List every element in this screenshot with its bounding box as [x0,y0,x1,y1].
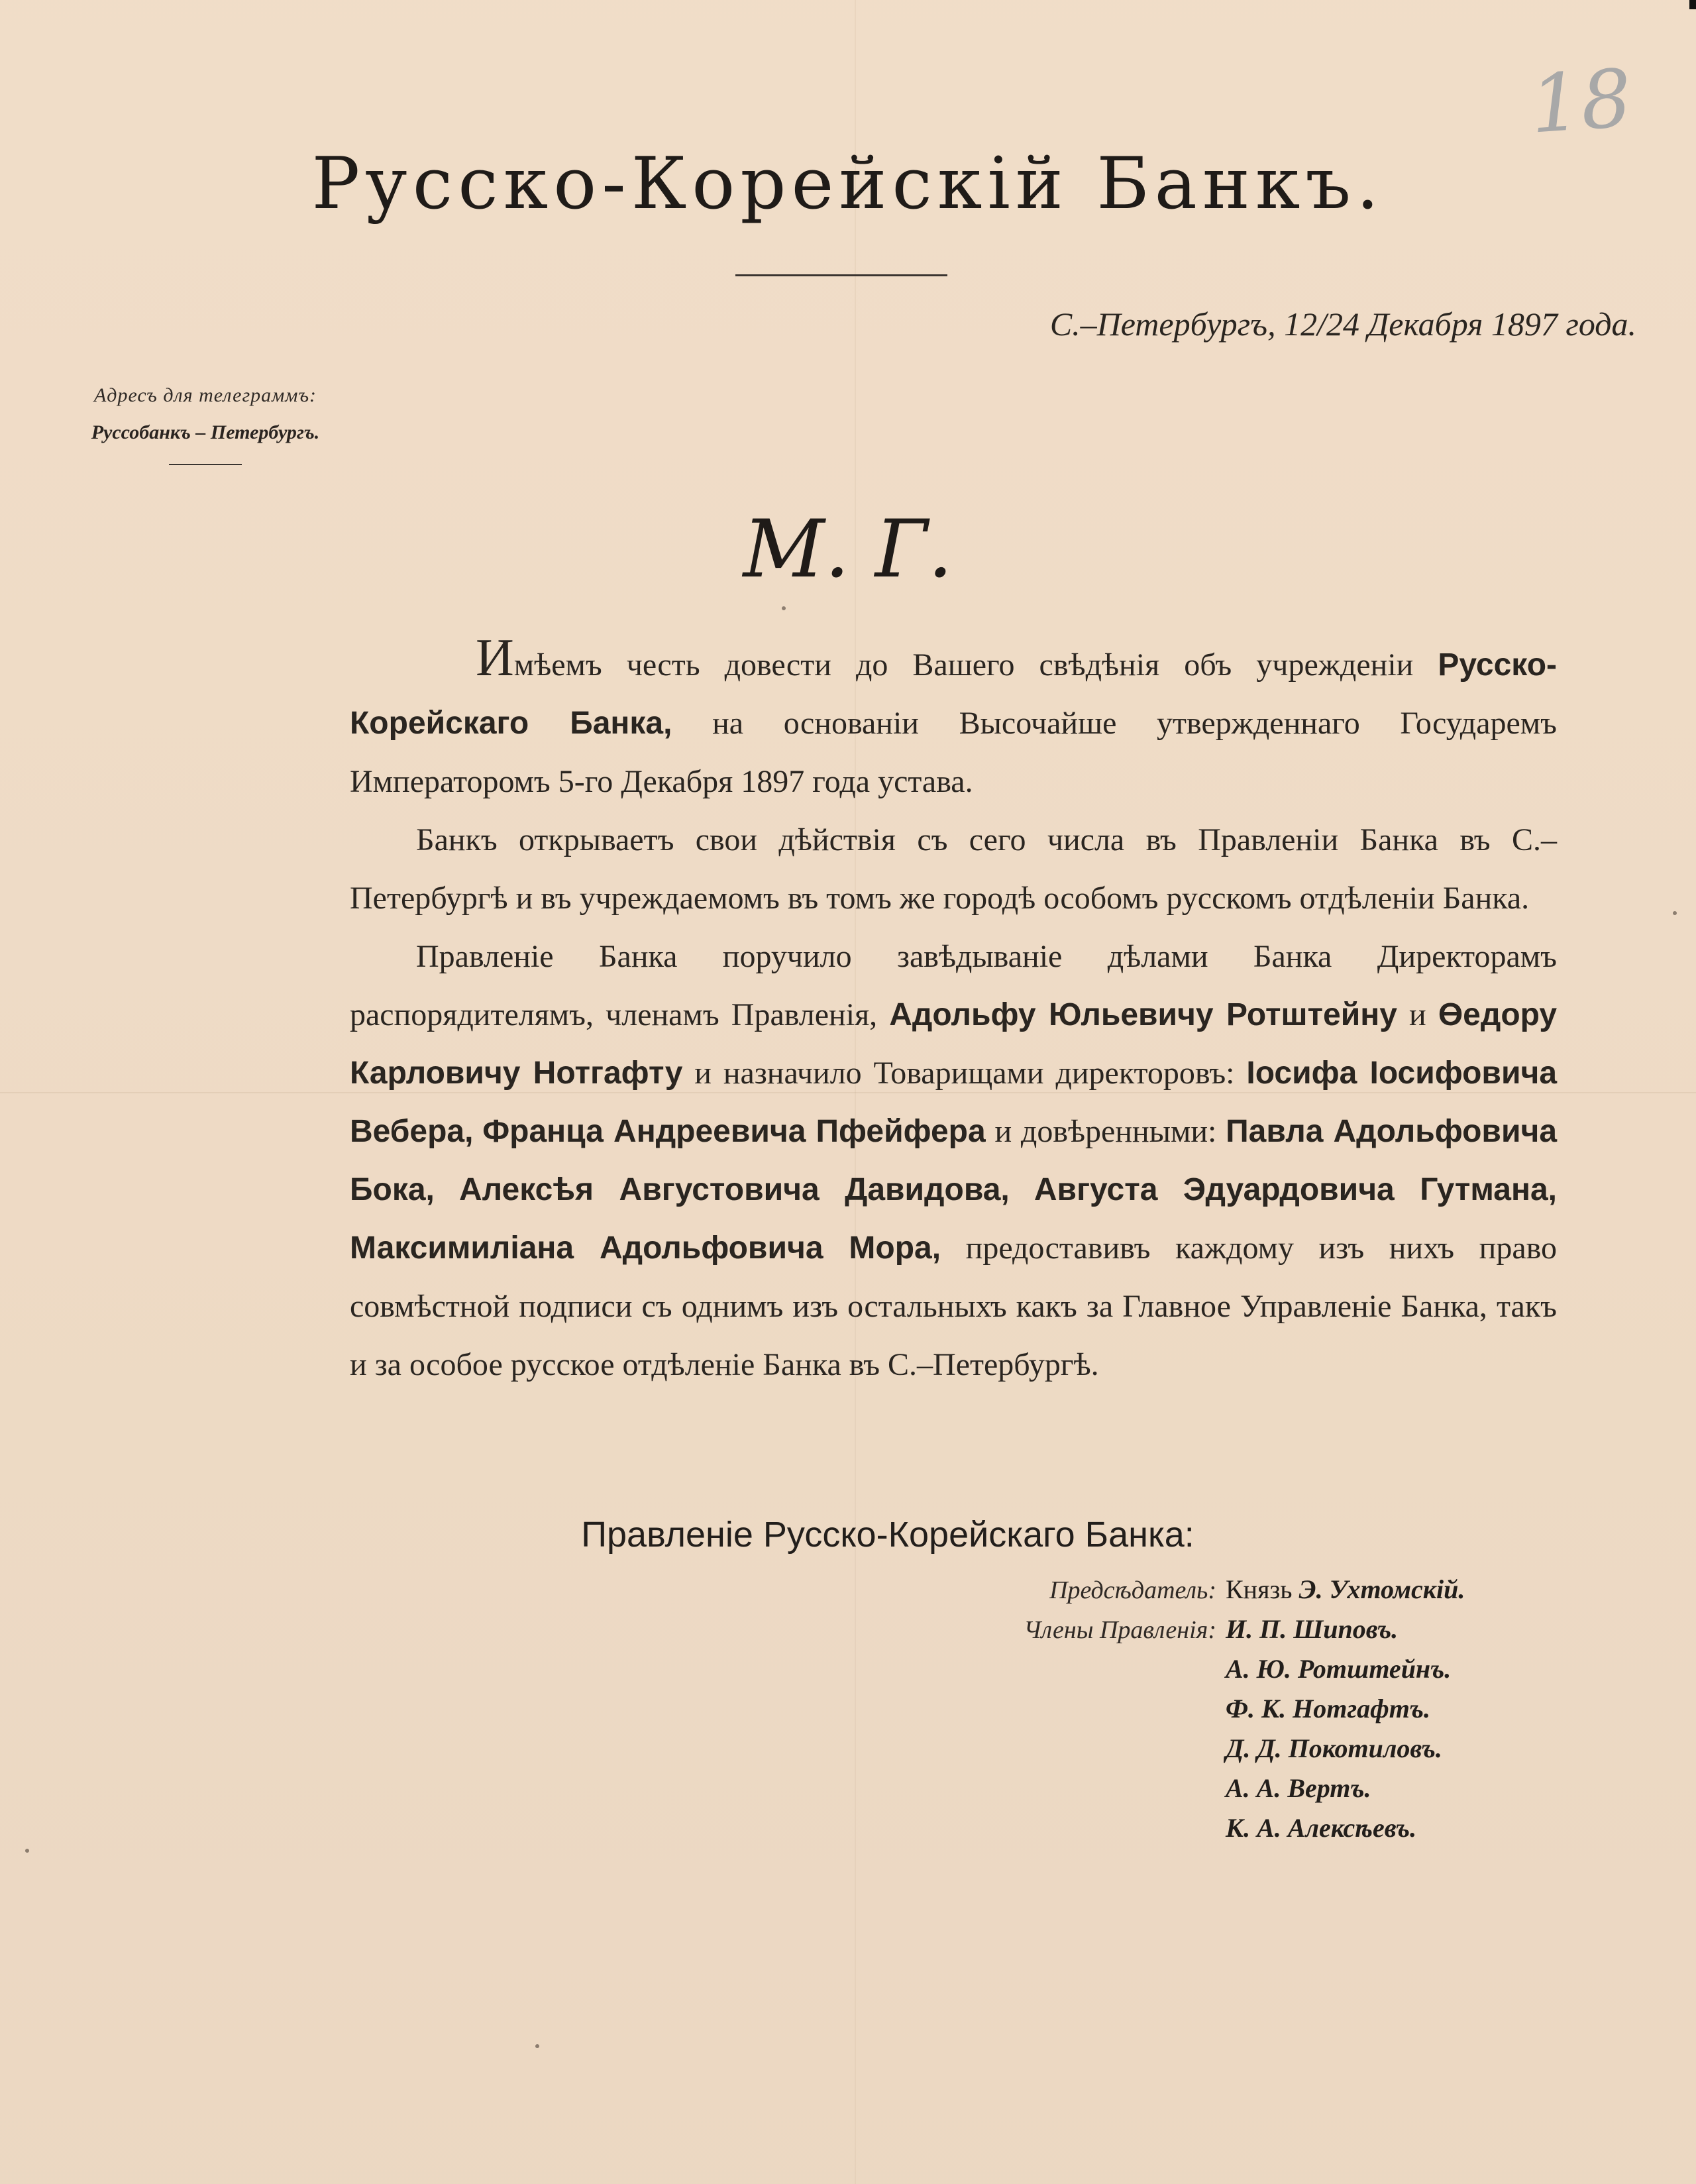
member-row [795,1733,1590,1773]
board-signatures [795,1574,1590,1852]
paper-speck [25,1849,29,1853]
title-divider [735,274,947,276]
director-name: Адольфу Юльевичу Ротштейну [889,997,1397,1032]
proxy-name: Алексѣя Августовича Давидова, [459,1172,1010,1207]
member-name: К. А. Алексѣевъ. [1226,1813,1417,1843]
member-name: А. А. Вертъ. [1226,1773,1371,1803]
bank-letterhead-title: Русско-Корейскій Банкъ. [311,142,1385,225]
chairman-name [1226,1574,1465,1605]
paper-speck [535,2044,539,2048]
p1-text-a: мѣемъ честь довести до Вашего свѣдѣнія объ учрежденіи [513,647,1438,682]
chairman-name-text: Э. Ухтомскій. [1298,1574,1465,1604]
space [473,1114,482,1149]
paragraph-announcement [350,629,1558,811]
member-name: Ф. К. Нотгафтъ. [1226,1694,1430,1723]
telegram-label: Адресъ для телеграммъ: [93,384,317,406]
chairman-role: Предсѣдатель: [1049,1576,1216,1604]
drop-cap: И [476,629,514,687]
p1-text-b: на основаніи Высочайше утвержденнаго Государемъ Императоромъ 5-го Декабря 1897 года устава. [350,706,1558,799]
proxy-name: Павла Адольфовича Бока, [350,1114,1558,1207]
member-row [795,1773,1590,1812]
member-name: И. П. Шиповъ. [1226,1614,1399,1644]
telegram-address-block [33,384,378,465]
paragraph-opening: Банкъ открываетъ свои дѣйствія съ сего числа въ Правленіи Банка въ С.–Петербургѣ и въ учреждаемомъ въ томъ же городѣ особомъ русскомъ отдѣленіи Банка. [350,822,1557,916]
p3-text-a: Правленіе Банка поручило завѣдываніе дѣлами Банка Директорамъ распорядителямъ, членамъ Правленія, [350,939,1557,1032]
deputy-director-name: Іосифа Іосифовича Вебера, [350,1056,1558,1149]
member-row [795,1693,1590,1733]
place-and-date: С.–Петербургъ, 12/24 Декабря 1897 года. [1049,305,1636,343]
member-row [795,1812,1590,1852]
paragraph-management [350,928,1557,1394]
member-name: А. Ю. Ротштейнъ. [1226,1654,1452,1684]
proxy-name: Максимиліана Адольфовича Мора, [350,1230,941,1266]
space [435,1172,459,1207]
member-row [795,1613,1590,1653]
board-heading: Правленіе Русско-Корейскаго Банка: [581,1515,1194,1555]
member-name: Д. Д. Покотиловъ. [1226,1733,1442,1763]
p3-text-d: предоставивъ каждому изъ нихъ право совмѣстной подписи съ однимъ изъ остальныхъ какъ за Главное Управленіе Банка, такъ и за особое русское отдѣленіе Банка въ С.–Петербургѣ. [350,1230,1558,1382]
chairman-title: Князь [1226,1574,1299,1604]
member-row [795,1653,1590,1693]
director-name: Өедору Карловичу Нотгафту [350,997,1558,1091]
space [1010,1172,1034,1207]
p3-text-c: и довѣренными: [985,1114,1226,1149]
p3-text-b: и назначило Товарищами директоровъ: [682,1056,1247,1091]
deputy-director-name: Франца Андреевича Пфейфера [482,1114,986,1149]
paper-speck [1673,911,1677,915]
letter-body [350,629,1558,1394]
bank-name-bold: Русско-Корейскаго Банка, [350,647,1557,741]
scan-edge-mark [1689,0,1696,9]
p3-and: и [1397,997,1438,1032]
telegram-divider [169,464,242,465]
paper-speck [782,606,786,610]
salutation: М. Г. [743,504,953,596]
telegram-address: Руссобанкъ – Петербургъ. [91,421,320,443]
archive-page-number: 18 [1527,52,1635,152]
proxy-name: Августа Эдуардовича Гутмана, [1034,1172,1557,1207]
chairman-row [795,1574,1590,1613]
members-role: Члены Правленія: [1024,1616,1216,1644]
